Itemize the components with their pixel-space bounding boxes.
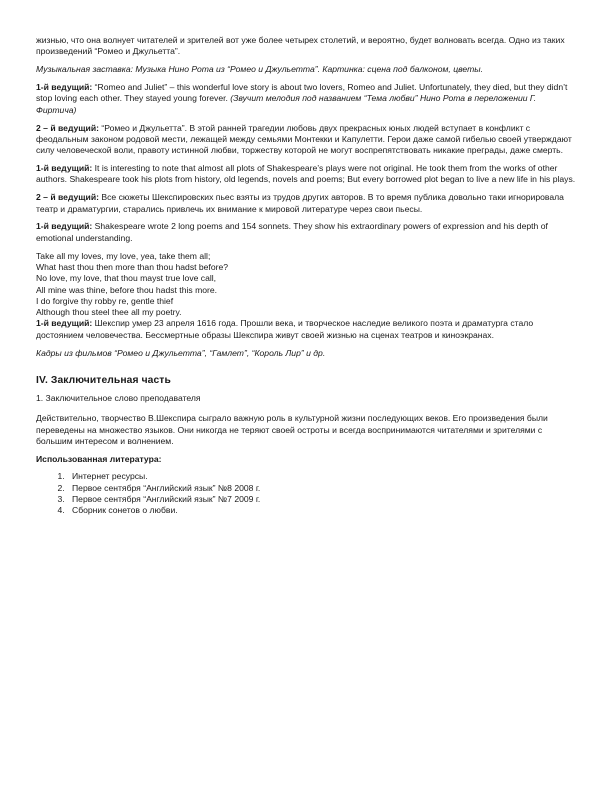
- document-body: [36, 35, 576, 516]
- speaker-label: 2 – й ведущий:: [36, 192, 99, 203]
- speech-text: Все сюжеты Шекспировских пьес взяты из трудов других авторов. В то время публика довольно таки игнорировала театр и драматургии, старались привлечь их внимание к мировой литературе через свои пьесы.: [36, 192, 564, 214]
- paragraph-host2-romeo: [36, 123, 576, 157]
- speech-text: “Ромео и Джульетта”. В этой ранней трагедии любовь двух прекрасных юных людей вступает в конфликт с феодальным законом родовой мести, лежащей между семьями Монтекки и Капулетти. Герои даже самой гибелью своей утверждают силу человеческой воли, правоту истинной любви, торжеству которой не могут воспрепятствовать никакие преграды, даже смерть.: [36, 122, 572, 156]
- references-list: [36, 471, 576, 516]
- reference-item: 4. Сборник сонетов о любви.: [67, 505, 576, 516]
- paragraph-host1-sonnets: [36, 221, 576, 244]
- poem-line: I do forgive thy robby re, gentle thief: [36, 295, 174, 306]
- reference-item: 3. Первое сентября “Английский язык” №7 2009 г.: [67, 494, 576, 505]
- stage-direction-films: Кадры из фильмов “Ромео и Джульетта”, “Гамлет”, “Король Лир” и др.: [36, 347, 326, 358]
- paragraph-host1-death: [36, 318, 576, 341]
- section-subheading: 1. Заключительное слово преподавателя: [36, 393, 201, 404]
- reference-item: 2. Первое сентября “Английский язык” №8 2008 г.: [67, 483, 576, 494]
- paragraph-conclusion: Действительно, творчество В.Шекспира сыграло важную роль в культурной жизни последующих веков. Его произведения были переведены на множество языков. Они никогда не теряют своей остроты и всегда воспринимаются читателями и зрителями с большим интересом и волнением.: [36, 413, 548, 447]
- paragraph-host1-plots: [36, 163, 576, 186]
- poem-line: All mine was thine, before thou hadst this more.: [36, 284, 218, 295]
- speaker-label: 1-й ведущий:: [36, 318, 93, 329]
- speaker-label: 1-й ведущий:: [36, 221, 93, 232]
- section-heading: IV. Заключительная часть: [36, 374, 171, 386]
- speech-text: “Romeo and Juliet” – this wonderful love story is about two lovers, Romeo and Juliet. Unfortunately, they died, but they didn’t stop loving each other. They stayed young forever.: [36, 82, 568, 104]
- speaker-label: 1-й ведущий:: [36, 82, 93, 93]
- poem-line: Although thou steel thee all my poetry.: [36, 307, 182, 318]
- paragraph-host2-plots: [36, 192, 576, 215]
- stage-note: (Звучит мелодия под названием “Тема любви” Нино Рота в переложении Г. Фиртича): [36, 93, 537, 115]
- speaker-label: 1-й ведущий:: [36, 163, 93, 174]
- speaker-label: 2 – й ведущий:: [36, 122, 99, 133]
- poem-line: Take all my loves, my love, yea, take them all;: [36, 250, 211, 261]
- reference-item: 1. Интернет ресурсы.: [67, 471, 576, 482]
- poem-line: No love, my love, that thou mayst true love call,: [36, 273, 217, 284]
- references-heading: Использованная литература:: [36, 453, 162, 464]
- stage-direction-music: Музыкальная заставка: Музыка Нино Рота из “Ромео и Джульетта”. Картинка: сцена под балконом, цветы.: [36, 64, 483, 75]
- paragraph-intro: жизнью, что она волнует читателей и зрителей вот уже более четырех столетий, и вероятно, будет волновать всегда. Одно из таких произведений “Ромео и Джульетта”.: [36, 35, 565, 57]
- poem-line: What hast thou then more than thou hadst before?: [36, 261, 229, 272]
- speech-text: Shakespeare wrote 2 long poems and 154 sonnets. They show his extraordinary powers of expression and his depth of emotional understanding.: [36, 221, 548, 243]
- speech-text: Шекспир умер 23 апреля 1616 года. Прошли века, и творческое наследие великого поэта и драматурга стало достоянием человечества. Бессмертные образы Шекспира живут своей жизнью на сценах театров и киноэкранах.: [36, 318, 534, 340]
- sonnet-excerpt: [36, 251, 576, 319]
- paragraph-host1-romeo: [36, 82, 576, 116]
- speech-text: It is interesting to note that almost all plots of Shakespeare’s plays were not original. He took them from the works of other authors. Shakespeare took his plots from history, old legends, novels and poems; But every borrowed plot began to live a new life in his plays.: [36, 163, 576, 185]
